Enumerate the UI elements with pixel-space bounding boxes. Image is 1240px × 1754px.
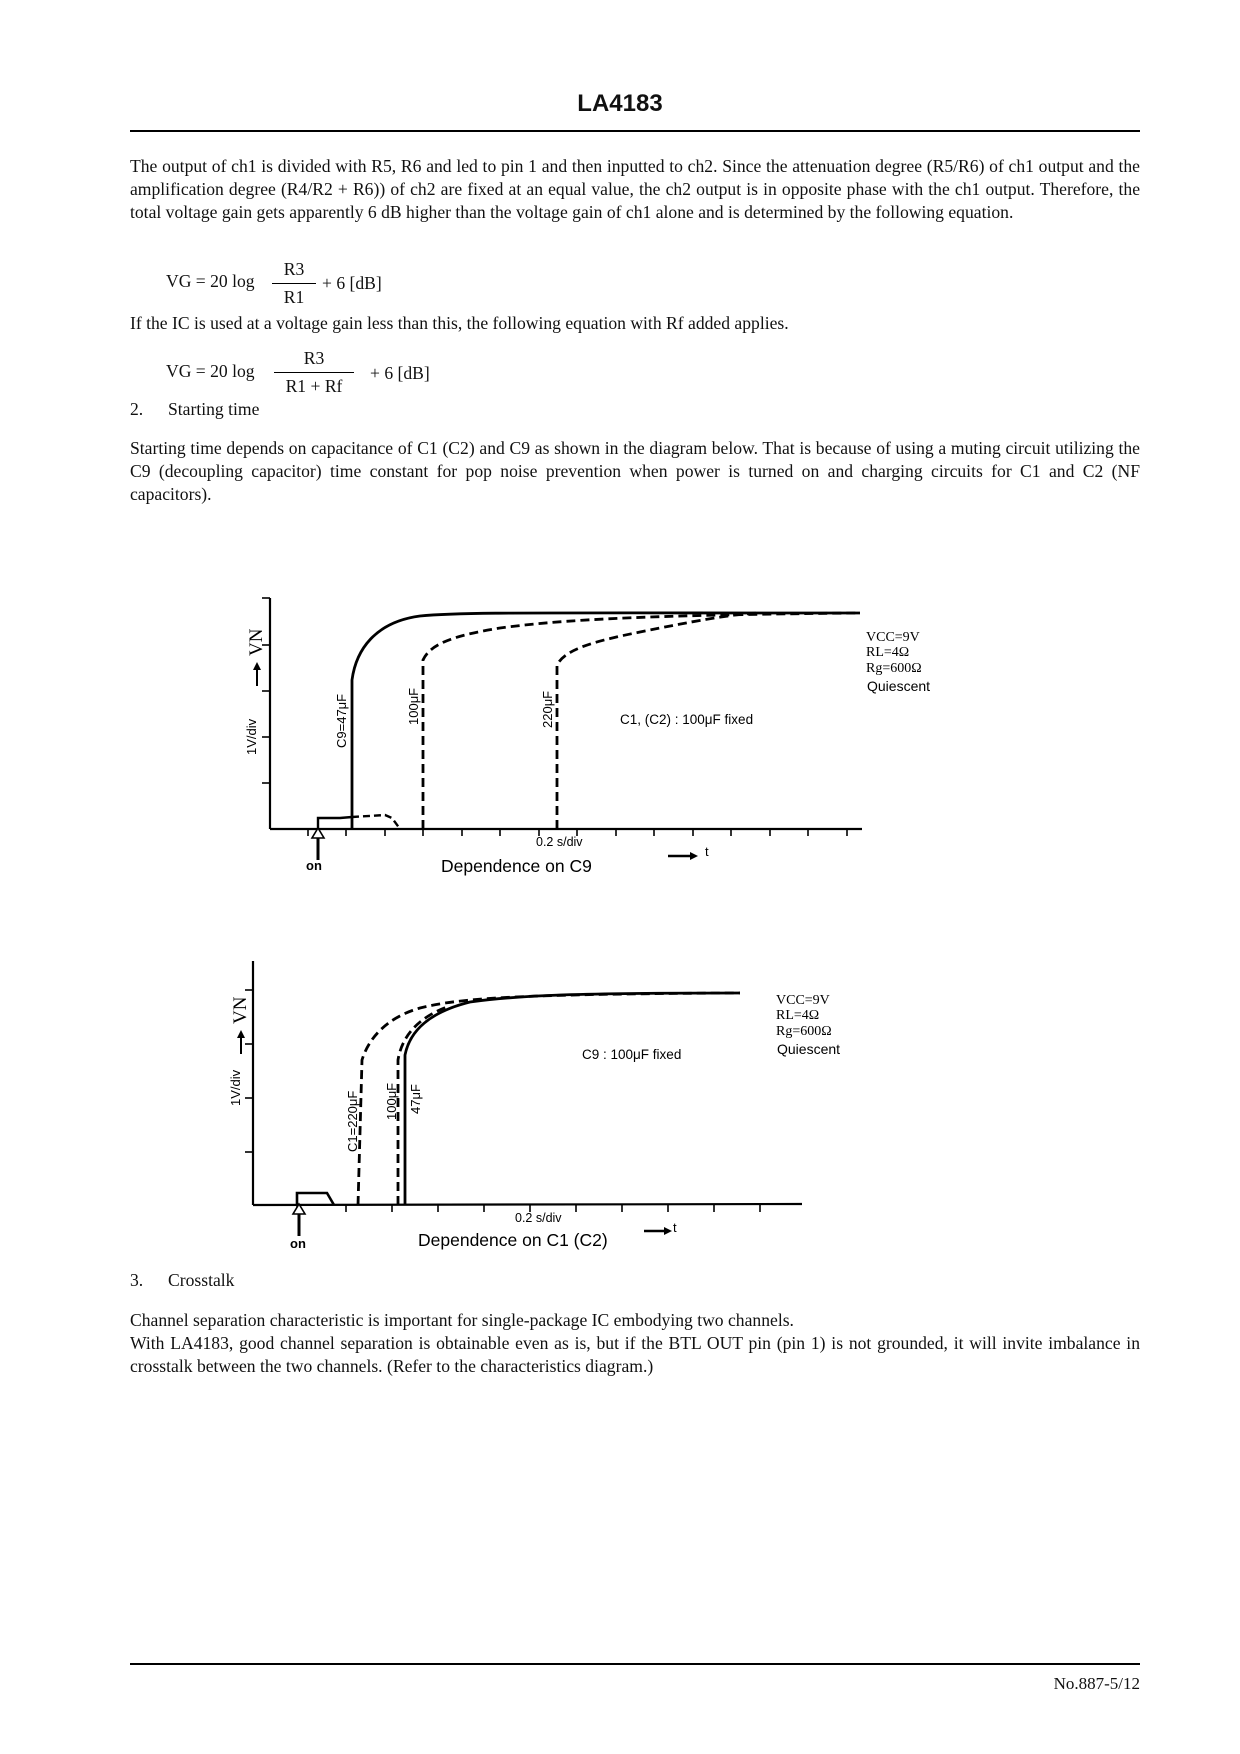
equation2-lhs: VG = 20 log — [166, 361, 255, 381]
figure2-cond-rg: Rg=600Ω — [776, 1024, 832, 1039]
section2-number: 2. — [130, 399, 144, 419]
figure1 — [262, 598, 862, 860]
figure2-y-axis-arrow — [230, 996, 251, 1054]
figure2-curve-label-100: 100μF — [384, 1082, 399, 1120]
figure1-on-label: on — [306, 858, 322, 873]
figure1-curve-label-220: 220μF — [540, 690, 555, 728]
figure2-curve-47uF — [405, 993, 740, 1205]
section3-title: Crosstalk — [168, 1270, 235, 1290]
footer-page-ref: No.887-5/12 — [1053, 1674, 1140, 1693]
figure1-on-arrow — [312, 828, 324, 860]
figure2-t-label: t — [673, 1220, 677, 1235]
figure2 — [245, 961, 802, 1236]
figure2-vn-label: VN — [230, 996, 251, 1024]
footer-rule — [130, 1663, 1140, 1665]
figure1-cond-vcc: VCC=9V — [866, 630, 920, 645]
equation1-rhs: + 6 [dB] — [322, 273, 382, 293]
figure2-on-arrow — [293, 1204, 305, 1236]
figure2-cond-vcc: VCC=9V — [776, 993, 830, 1008]
equation1-denominator: R1 — [283, 287, 305, 307]
figure1-t-arrow — [668, 852, 698, 860]
rf-sentence: If the IC is used at a voltage gain less than this, the following equation with Rf added applies. — [130, 313, 789, 333]
figure1-y-axis-arrow — [246, 628, 267, 686]
figure1-x-scale-label: 0.2 s/div — [536, 835, 583, 849]
intro-paragraph: The output of ch1 is divided with R5, R6 and led to pin 1 and then inputted to ch2. Since the attenuation degree (R5/R6) of ch1 output and the amplification degree (R4/R2 + R6)) of ch2 are fixed at an equal value, the ch2 output is in opposite phase with the ch1 output. Therefore, the total voltage gain gets apparently 6 dB higher than the voltage gain of ch1 alone and is determined by the following equation. — [130, 156, 1140, 223]
figure1-pop-bump — [318, 817, 352, 829]
figure2-on-label: on — [290, 1236, 306, 1251]
equation2-numerator: R3 — [274, 348, 354, 373]
figure1-caption: Dependence on C9 — [441, 856, 592, 876]
figure1-y-axis-label: 1V/div — [244, 718, 259, 755]
figure1-y-ticks — [262, 598, 270, 783]
section3-number: 3. — [130, 1270, 144, 1290]
equation2-denominator: R1 + Rf — [285, 376, 343, 396]
equation2-rhs: + 6 [dB] — [370, 363, 430, 383]
figure2-y-axis-label: 1V/div — [228, 1069, 243, 1106]
figure1-t-label: t — [705, 844, 709, 859]
figure2-x-scale-label: 0.2 s/div — [515, 1211, 562, 1225]
figure1-cond-rl: RL=4Ω — [866, 645, 910, 660]
figure2-curve-label-220: C1=220μF — [345, 1090, 360, 1152]
figure2-curve-label-47: 47μF — [408, 1084, 423, 1114]
equation1-lhs: VG = 20 log — [166, 271, 255, 291]
section2-title: Starting time — [168, 399, 260, 419]
equation1-numerator: R3 — [272, 259, 316, 284]
page-title: LA4183 — [577, 90, 663, 117]
figure1-curve-47uF — [352, 613, 860, 829]
figure2-cond-quiescent: Quiescent — [777, 1041, 841, 1057]
figure1-vn-label: VN — [246, 628, 267, 656]
figure2-x-axis — [253, 1204, 802, 1205]
figure2-cond-rl: RL=4Ω — [776, 1008, 820, 1023]
figure1-pop-bump-dashed — [352, 815, 400, 829]
figure1-fixed-label: C1, (C2) : 100μF fixed — [620, 712, 754, 727]
figure1-cond-rg: Rg=600Ω — [866, 661, 922, 676]
figure2-t-arrow — [644, 1227, 672, 1235]
section3-paragraph2: With LA4183, good channel separation is obtainable even as is, but if the BTL OUT pin (pin 1) is not grounded, it will invite imbalance in crosstalk between the two channels. (Refer to the characteristics diagram.) — [130, 1333, 1140, 1377]
figure2-fixed-label: C9 : 100μF fixed — [582, 1047, 682, 1062]
figure1-curve-label-47: C9=47μF — [334, 693, 349, 748]
section3-paragraph1: Channel separation characteristic is important for single-package IC embodying two channels. — [130, 1310, 794, 1330]
figure1-curve-label-100: 100μF — [406, 687, 421, 725]
figure1-cond-quiescent: Quiescent — [867, 678, 931, 694]
section2-paragraph: Starting time depends on capacitance of C1 (C2) and C9 as shown in the diagram below. That is because of using a muting circuit utilizing the C9 (decoupling capacitor) time constant for pop noise prevention when power is turned on and charging circuits for C1 and C2 (NF capacitors). — [130, 438, 1140, 505]
figure2-pop-bump — [297, 1193, 334, 1205]
figure2-caption: Dependence on C1 (C2) — [418, 1230, 608, 1250]
